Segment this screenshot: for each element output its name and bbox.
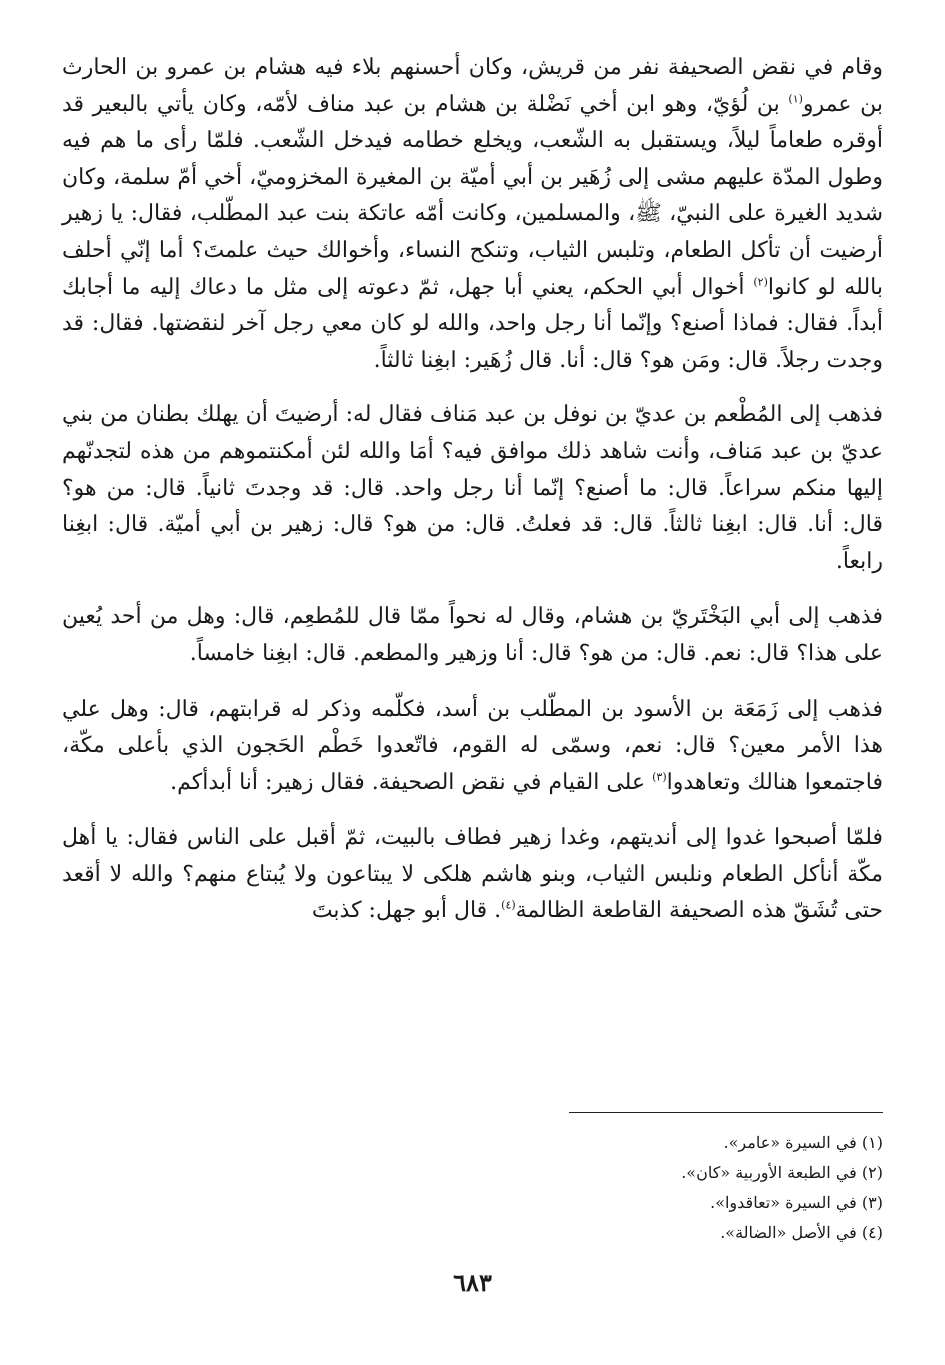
paragraph-text: فلمّا أصبحوا غدوا إلى أنديتهم، وغدا زهير فطاف بالبيت، ثمّ أقبل على الناس فقال: يا أهل مكّة أنأكل الطعام ونلبس الثياب، وبنو هاشم هلكى لا يبتاعون ولا يُبتاع منهم؟ والله لا أقعد حتى تُشَقّ هذه الصحيفة القاطعة الظالمة: [62, 825, 883, 924]
page-number: ٦٨٣: [453, 1268, 492, 1297]
paragraph-text: أخوال أبي الحكم، يعني أبا جهل، ثمّ دعوته إلى مثل ما دعاك إليه ما أجابك أبداً. فقال: فماذا أصنع؟ وإنّما أنا رجل واحد، والله لو كان معي رجل آخر لنقضتها. فقال: قد وجدت رجلاً. قال: ومَن هو؟ قال: أنا. قال زُهَير: ابغِنا ثالثاً.: [62, 274, 883, 373]
footnote-ref-4[interactable]: (٤): [501, 899, 516, 913]
footnote-ref-2[interactable]: (٢): [753, 275, 768, 289]
footnote-1: (١) في السيرة «عامر».: [723, 1133, 883, 1152]
paragraph-hisham: [62, 50, 883, 379]
paragraph-text: . قال أبو جهل: كذبتَ: [311, 898, 502, 924]
paragraph-text: وقام في نقض الصحيفة نفر من قريش، وكان أحسنهم بلاء فيه هشام بن عمرو بن الحارث بن عمرو: [62, 55, 883, 117]
footnote-2: (٢) في الطبعة الأوربية «كان».: [681, 1163, 883, 1182]
paragraph-text: على القيام في نقض الصحيفة. فقال زهير: أنا أبدأكم.: [170, 769, 653, 795]
paragraph-text: فذهب إلى المُطْعم بن عديّ بن نوفل بن عبد مَناف فقال له: أرضيتَ أن يهلك بطنان من بني عديّ بن عبد مَناف، وأنت شاهد ذلك موافق فيه؟ أمَا والله لئن أمكنتموهم من هذه لتجدنّهم إليها منكم سراعاً. قال: ما أصنع؟ إنّما أنا رجل واحد. قال: قد وجدتَ ثانياً. قال: من هو؟ قال: أنا. قال: ابغِنا ثالثاً. قال: قد فعلتُ. قال: من هو؟ قال: زهير بن أبي أميّة. قال: ابغِنا رابعاً.: [62, 402, 883, 574]
footnote-divider: [569, 1112, 883, 1113]
paragraph-zamaa: [62, 692, 883, 802]
footnote-ref-3[interactable]: (٣): [652, 770, 667, 784]
paragraph-mutim: [62, 397, 883, 580]
paragraph-text: بن لُؤيّ، وهو ابن أخي نَضْلة بن هشام بن عبد مناف لأمّه، وكان يأتي بالبعير قد أوقره طعاماً ليلاً، ويستقبل به الشّعب، ويخلع خطامه فيدخل الشّعب. فلمّا رأى ما هم فيه وطول المدّة عليهم مشى إلى زُهَير بن أبي أميّة بن المغيرة المخزوميّ، أخي أمّ سلمة، وكان شديد الغيرة على النبيّ، ﷺ، والمسلمين، وكانت أمّه عاتكة بنت عبد المطّلب، فقال: يا زهير أرضيت أن تأكل الطعام، وتلبس الثياب، وتنكح النساء، وأخوالك حيث علمتَ؟ أما إنّي أحلف بالله لو كانوا: [62, 91, 883, 300]
paragraph-text: فذهب إلى زَمَعَة بن الأسود بن المطّلب بن أسد، فكلّمه وذكر له قرابتهم، قال: وهل علي هذا الأمر معين؟ قال: نعم، وسمّى له القوم، فاتّعدوا خَطْم الحَجون الذي بأعلى مكّة، فاجتمعوا هنالك وتعاهدوا: [62, 696, 883, 795]
paragraph-morning: [62, 820, 883, 930]
footnote-ref-1[interactable]: (١): [788, 92, 803, 106]
footnote-4: (٤) في الأصل «الضالة».: [720, 1223, 883, 1242]
paragraph-text: فذهب إلى أبي البَخْتَريّ بن هشام، وقال له نحواً ممّا قال للمُطعِم، قال: وهل من أحد يُعين على هذا؟ قال: نعم. قال: من هو؟ قال: أنا وزهير والمطعم. قال: ابغِنا خامساً.: [62, 604, 883, 666]
footnote-3: (٣) في السيرة «تعاقدوا».: [710, 1193, 883, 1212]
paragraph-bakhtari: [62, 599, 883, 672]
footnotes: [62, 1128, 883, 1248]
